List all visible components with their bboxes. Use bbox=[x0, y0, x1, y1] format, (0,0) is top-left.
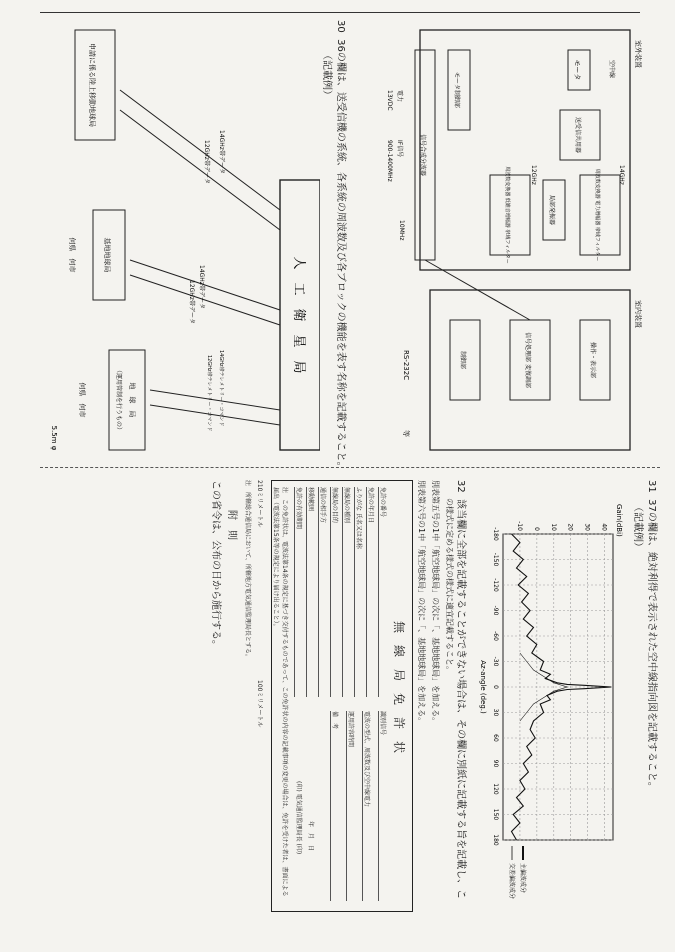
license-field-4: 無線局の目的 bbox=[330, 487, 340, 697]
place-right: 何県 何市 bbox=[78, 382, 86, 418]
license-field-0: 免許の番号 bbox=[378, 487, 388, 697]
y-tick-label: 10 bbox=[549, 523, 557, 531]
item-32-text-1: 該当欄に全部を記載することができない場合は、その欄に別紙に記載する旨を記載し、こ bbox=[455, 499, 466, 900]
dim-210: 210ミリメートル bbox=[256, 480, 263, 528]
y-tick-label: 0 bbox=[532, 527, 540, 531]
license-field-right-2: 運用許容時間 bbox=[346, 711, 356, 901]
legend-label-1: 交差偏波成分 bbox=[508, 863, 515, 900]
x-tick-label: 120 bbox=[492, 783, 499, 795]
freq-14: 14GHz bbox=[618, 165, 625, 185]
top-half-rotated bbox=[40, 20, 660, 472]
item-30 bbox=[335, 20, 350, 472]
footnote: 注 所轄総合通信局において、所轄地方電気通信監理局長とする。 bbox=[244, 480, 251, 660]
x-tick-label: 0 bbox=[492, 685, 499, 689]
x-axis-label: Az-angle (deg.) bbox=[479, 660, 487, 714]
ifo-label: 10MHz bbox=[398, 220, 405, 241]
x-tick-label: -120 bbox=[492, 578, 499, 592]
y-axis-label: Gain(dBi) bbox=[615, 504, 623, 537]
item-31-number: 31 bbox=[646, 480, 657, 493]
license-notes: 注 この免許状は、電波法第14条の規定に基づき交付するものであって、この免許状の内容の記載事項の変更の場合は、免許を受けた者は、書面による届出（電波法第15条等の規定により届け出ること）。 bbox=[272, 487, 288, 897]
indoor-label: 室内装置 bbox=[634, 300, 642, 328]
legend-label-0: 主偏波成分 bbox=[519, 863, 526, 894]
link-right-up bbox=[150, 390, 280, 410]
if-freq: 900-1400MHz bbox=[386, 140, 393, 182]
item-32-text-3: 別表第五号の1中「航空地球局」の次に「、基地地球局」を加える。 bbox=[431, 480, 440, 726]
cpu-label: 制御部 bbox=[459, 350, 466, 370]
up-chain-label: 周波数変換器 電力増幅器 帯域フィルター bbox=[594, 168, 600, 262]
license-field-3: 無線局の種別 bbox=[342, 487, 352, 697]
y-tick-label: 40 bbox=[600, 523, 608, 531]
freq-12: 12GHz bbox=[530, 165, 537, 185]
license-field-2: ふりがな 氏名又は名称 bbox=[354, 487, 364, 697]
y-tick-label: 20 bbox=[566, 523, 574, 531]
station-right-line1: 地 球 局 bbox=[128, 382, 136, 418]
license-title: 無 線 局 免 許 状 bbox=[392, 621, 406, 754]
block-diagram bbox=[360, 20, 660, 460]
osc-label: 局部発振器 bbox=[548, 194, 555, 226]
rs232-suffix: 等 bbox=[402, 430, 410, 437]
item-31-note: （記載例） bbox=[632, 502, 643, 552]
x-tick-label: -150 bbox=[492, 552, 499, 567]
bottom-half-rotated bbox=[15, 480, 665, 940]
divider-rule bbox=[40, 467, 660, 468]
down-chain-label: 周波数変換器 低雑音増幅器 帯域フィルター bbox=[504, 166, 510, 264]
motor-label: モータ bbox=[573, 59, 581, 81]
station-right-line2: （運用管制を行うもの） bbox=[115, 366, 122, 434]
x-tick-label: -90 bbox=[492, 605, 499, 616]
x-tick-label: -30 bbox=[492, 656, 499, 667]
appendix-heading: 附 則 bbox=[226, 510, 237, 540]
license-form bbox=[271, 480, 413, 912]
place-mid: 何県 何市 bbox=[68, 237, 76, 273]
link-right-down-label: 12GHz帯テレメトリー・コマンド bbox=[206, 355, 212, 432]
link-mid-up bbox=[130, 260, 280, 310]
x-tick-label: 90 bbox=[492, 759, 499, 768]
appendix-text: この省令は、公布の日から施行する。 bbox=[210, 480, 221, 650]
license-field-7: 免許の有効期間 bbox=[294, 487, 304, 697]
satellite-network-diagram bbox=[40, 20, 320, 460]
rs232-label: RS-232C bbox=[402, 350, 410, 381]
issuer: (印) 電気通信監理局長 (印) bbox=[295, 781, 302, 855]
link-right-up-label: 14GHz帯テレメトリー・コマンド bbox=[218, 350, 224, 427]
x-tick-label: 30 bbox=[492, 708, 499, 717]
splitter-label: 信号合成分波器 bbox=[419, 133, 426, 177]
link-mid-up-label: 14GHz帯データ bbox=[198, 265, 205, 309]
down-chain-box bbox=[490, 175, 530, 255]
item-32-text-4: 別表第六号の1中「航空地球局」の次に「、基地地球局」を加える。 bbox=[417, 480, 426, 726]
y-tick-label: -10 bbox=[515, 521, 523, 531]
link-right-down bbox=[150, 405, 280, 425]
item-30-note: （記載例） bbox=[321, 50, 332, 100]
disp-label: 操作・表示部 bbox=[589, 341, 596, 379]
link-left-up bbox=[120, 90, 280, 210]
up-chain-box bbox=[580, 175, 620, 255]
antenna-pattern-chart bbox=[477, 500, 627, 910]
link-left-down bbox=[120, 110, 280, 230]
item-31 bbox=[646, 480, 661, 792]
x-tick-label: -180 bbox=[492, 527, 499, 541]
station-mid-label: 基地地球局 bbox=[103, 237, 111, 273]
license-field-right-3: 備 考 bbox=[330, 711, 340, 901]
power-label: 電力 bbox=[396, 90, 403, 103]
link-left-down-label: 12GHz帯データ bbox=[203, 140, 210, 184]
link-mid-down-label: 12GHz帯データ bbox=[188, 280, 195, 324]
item-32 bbox=[455, 480, 470, 899]
license-field-6: 移動範囲 bbox=[306, 487, 316, 697]
motor-ctrl-label: モータ制御部 bbox=[453, 72, 460, 108]
dim-100: 100ミリメートル bbox=[256, 680, 263, 728]
license-field-5: 通信の相手方 bbox=[318, 487, 328, 697]
item-32-number: 32 bbox=[455, 480, 466, 493]
dc-label: 13VDC bbox=[386, 90, 393, 111]
license-field-right-0: 識別信号 bbox=[378, 711, 388, 901]
item-31-text: 37の欄は、絶対利得で表示された空中線指向図を記載すること。 bbox=[646, 499, 657, 792]
y-tick-label: 30 bbox=[583, 523, 591, 531]
license-date: 年 月 日 bbox=[307, 821, 314, 852]
item-30-text: 36の欄は、送受信機の系統、各系統の周波数及び各ブロックの機能を表す名称を記載すること。 bbox=[335, 39, 346, 472]
antenna-label: 空中線 bbox=[608, 60, 615, 79]
satellite-label: 人 工 衛 星 局 bbox=[291, 256, 306, 374]
x-tick-label: -60 bbox=[492, 631, 499, 641]
modem-label: 信号処理部 変復調部 bbox=[524, 332, 531, 388]
link-left-up-label: 14GHz帯データ bbox=[218, 130, 225, 174]
if-signal: IF信号 bbox=[396, 140, 403, 158]
outdoor-label: 室外装置 bbox=[634, 40, 642, 68]
dish-size: 5.5m φ bbox=[50, 425, 58, 451]
x-tick-label: 150 bbox=[492, 808, 499, 821]
license-field-right-1: 電波の型式、周波数及び空中線電力 bbox=[362, 711, 372, 901]
x-tick-label: 180 bbox=[492, 834, 499, 846]
top-rule bbox=[40, 12, 640, 13]
license-field-1: 免許の年月日 bbox=[366, 487, 376, 697]
x-tick-label: 60 bbox=[492, 734, 499, 742]
item-32-text-2: の様式に定める様式の様式に適宜記載すること。 bbox=[445, 498, 454, 674]
station-left-label: 申請に係る陸上移動地球局 bbox=[88, 43, 96, 127]
item-30-number: 30 bbox=[335, 20, 346, 33]
link-mid-down bbox=[130, 275, 280, 325]
duplexer-label: 送受信共用器 bbox=[574, 116, 581, 154]
